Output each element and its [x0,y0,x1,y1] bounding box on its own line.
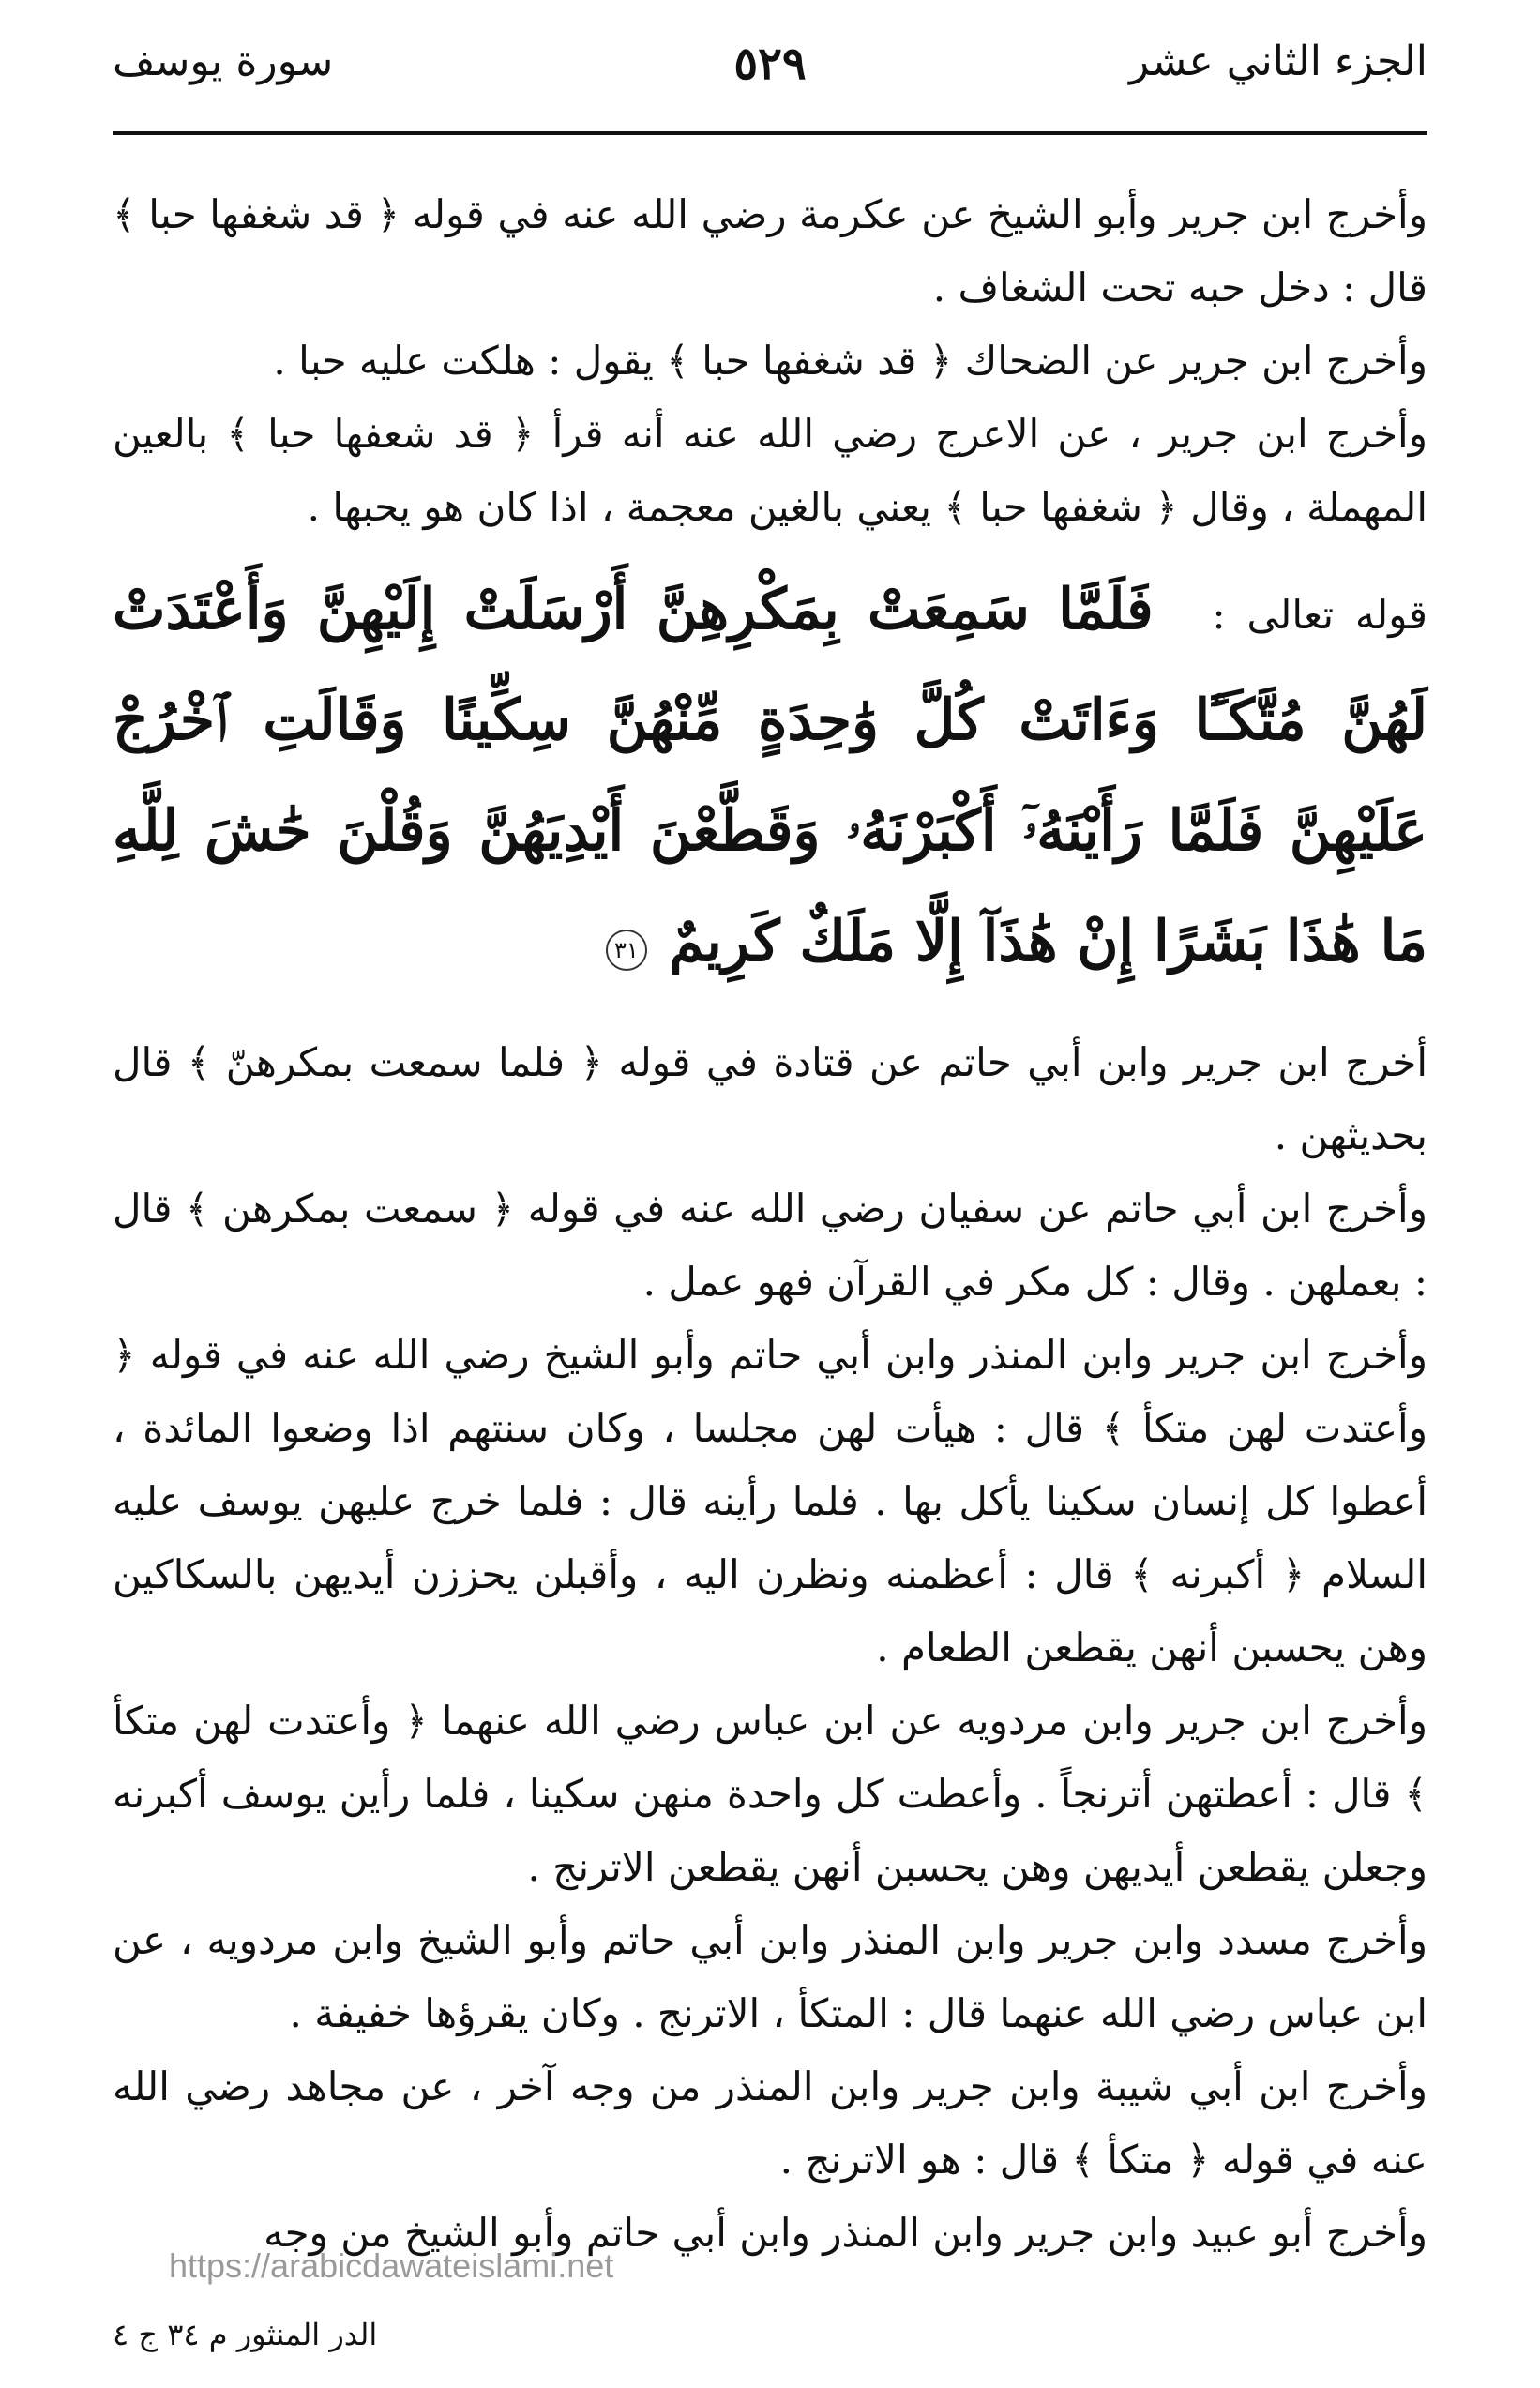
footer-signature: الدر المنثور م ٣٤ ج ٤ [113,2317,378,2352]
ayah-number-marker: ٣١ [606,930,647,971]
surah-title: سورة يوسف [113,38,334,85]
quran-verse-block [113,557,1427,1000]
watermark-url: https://arabicdawateislami.net [169,2246,614,2285]
paragraph: وأخرج ابن أبي حاتم عن سفيان رضي الله عنه في قوله ﴿ سمعت بمكرهن ﴾ قال : بعملهن . وقال : كل مكر في القرآن فهو عمل . [113,1186,1427,1305]
paragraph: وأخرج ابن جرير وابن مردويه عن ابن عباس رضي الله عنهما ﴿ وأعتدت لهن متكأ ﴾ قال : أعطتهن أترنجاً . وأعطت كل واحدة منهن سكينا ، فلما رأين يوسف أكبرنه وجعلن يقطعن أيديهن وهن يحسبن أنهن يقطعن الاترنج . [113,1698,1427,1890]
paragraph: وأخرج ابن جرير وابن المنذر وابن أبي حاتم وأبو الشيخ رضي الله عنه في قوله ﴿ وأعتدت لهن متكأ ﴾ قال : هيأت لهن مجلسا ، وكان سنتهم اذا وضعوا المائدة ، أعطوا كل إنسان سكينا يأكل بها . فلما رأينه قال : فلما خرج عليهن يوسف عليه السلام ﴿ أكبرنه ﴾ قال : أعظمنه ونظرن اليه ، وأقبلن يحززن أيديهن بالسكاكين وهن يحسبن أنهن يقطعن الطعام . [113,1332,1427,1670]
paragraph: وأخرج ابن جرير وأبو الشيخ عن عكرمة رضي الله عنه في قوله ﴿ قد شغفها حبا ﴾ قال : دخل حبه تحت الشغاف . [113,191,1427,310]
paragraph: وأخرج ابن جرير ، عن الاعرج رضي الله عنه أنه قرأ ﴿ قد شعفها حبا ﴾ بالعين المهملة ، وقال ﴿ شغفها حبا ﴾ يعني بالغين معجمة ، اذا كان هو يحبها . [113,411,1427,530]
paragraph: وأخرج ابن جرير عن الضحاك ﴿ قد شغفها حبا ﴾ يقول : هلكت عليه حبا . [273,338,1427,384]
verse-label: قوله تعالى : [1212,592,1427,638]
verse-text: فَلَمَّا سَمِعَتْ بِمَكْرِهِنَّ أَرْسَلَتْ إِلَيْهِنَّ وَأَعْتَدَتْ لَهُنَّ مُتَّكَـًٔا وَءَاتَتْ كُلَّ وَٰحِدَةٍ مِّنْهُنَّ سِكِّينًا وَقَالَتِ ٱخْرُجْ عَلَيْهِنَّ فَلَمَّا رَأَيْنَهُۥٓ أَكْبَرْنَهُۥ وَقَطَّعْنَ أَيْدِيَهُنَّ وَقُلْنَ حَٰشَ لِلَّهِ مَا هَٰذَا بَشَرًا إِنْ هَٰذَآ إِلَّا مَلَكٌ كَرِيمٌ [113,577,1427,975]
page-body [113,178,1427,2270]
paragraph: وأخرج ابن أبي شيبة وابن جرير وابن المنذر من وجه آخر ، عن مجاهد رضي الله عنه في قوله ﴿ متكأ ﴾ قال : هو الاترنج . [113,2063,1427,2183]
page-number: ٥٢٩ [733,38,807,90]
paragraph: وأخرج مسدد وابن جرير وابن المنذر وابن أبي حاتم وأبو الشيخ وابن مردويه ، عن ابن عباس رضي الله عنهما قال : المتكأ ، الاترنج . وكان يقرؤها خفيفة . [113,1917,1427,2036]
paragraph: وأخرج أبو عبيد وابن جرير وابن المنذر وابن أبي حاتم وأبو الشيخ من وجه [264,2210,1427,2256]
page-header [113,38,1427,103]
part-title: الجزء الثاني عشر [1129,38,1427,85]
paragraph: أخرج ابن جرير وابن أبي حاتم عن قتادة في قوله ﴿ فلما سمعت بمكرهنّ ﴾ قال بحديثهن . [113,1039,1427,1158]
header-rule [113,131,1427,135]
